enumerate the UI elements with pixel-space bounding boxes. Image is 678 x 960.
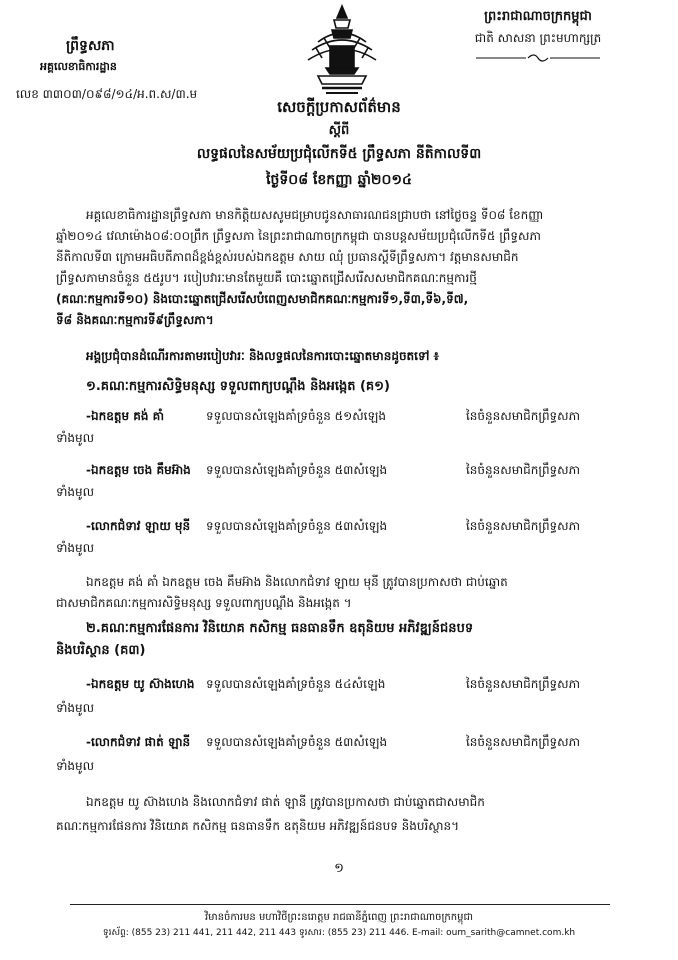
vote-person: -ឯកឧត្តម គង់ គាំ xyxy=(86,409,165,423)
vote-of: នៃចំនួនសមាជិកព្រឹទ្ធសភា xyxy=(466,409,581,423)
intro-line: (គណៈកម្មការទី១០) និងបោះឆ្នោតជ្រើសរើសបំពេញសមាជិកគណៈកម្មការទី១,ទី៣,ទី៦,ទី៧, xyxy=(56,292,469,306)
section-summary: ឯកឧត្តម គង់ គាំ ឯកឧត្តម ចេង គឹមអ៊ាង និងលោកជំទាវ ឡាយ មុនី ត្រូវបានប្រកាសថា ជាប់ឆ្នោត xyxy=(86,575,508,589)
vote-row xyxy=(86,518,646,538)
footer-divider xyxy=(70,904,610,905)
page-number: ១ xyxy=(334,861,344,876)
vote-total: ទាំងមូល xyxy=(56,485,95,499)
title-date: ថ្ងៃទី០៨ ខែកញ្ញា ឆ្នាំ២០១៤ xyxy=(266,172,412,188)
vote-row xyxy=(86,734,646,754)
kingdom-heading: ព្រះរាជាណាចក្រកម្ពុជា xyxy=(484,9,592,24)
vote-person: -ឯកឧត្តម យូ ស៊ាងហេង xyxy=(86,677,195,691)
intro-line: ព្រឹទ្ធសភាមានចំនួន ៥៥រូប។ របៀបវារៈមានតែមួយគឺ បោះឆ្នោតជ្រើសរើសសមាជិកគណៈកម្មការថ្មី xyxy=(56,271,477,285)
title-subject-label: ស្តីពី xyxy=(328,123,350,138)
vote-count: ទទួលបានសំឡេងគាំទ្រចំនួន ៥៣សំឡេង xyxy=(206,735,388,749)
vote-total: ទាំងមូល xyxy=(56,701,95,715)
intro-line: ឆ្នាំ២០១៤ វេលាម៉ោង០៨:០០ព្រឹក ព្រឹទ្ធសភា នៃព្រះរាជាណាចក្រកម្ពុជា បានបន្តសម័យប្រជុំលើកទី៥ ព្រឹទ្ធសភា xyxy=(56,229,541,243)
document-title: សេចក្តីប្រកាសព័ត៌មាន xyxy=(277,98,401,116)
footer-address: វិមានចំការមន មហាវិថីព្រះនរោត្តម រាជធានីភ្នំពេញ ព្រះរាជាណាចក្រកម្ពុជា xyxy=(205,912,473,923)
intro-line: ទី៨ និងគណៈកម្មការទី៩ព្រឹទ្ធសភា។ xyxy=(56,313,214,327)
vote-count: ទទួលបានសំឡេងគាំទ្រចំនួន ៥៣សំឡេង xyxy=(206,519,388,533)
section-summary: គណៈកម្មការផែនការ វិនិយោគ កសិកម្ម ធនធានទឹក ឧតុនិយម អភិវឌ្ឍន៍ជនបទ និងបរិស្ថាន។ xyxy=(56,819,460,833)
vote-of: នៃចំនួនសមាជិកព្រឹទ្ធសភា xyxy=(466,463,581,477)
vote-total: ទាំងមូល xyxy=(56,759,95,773)
vote-total: ទាំងមូល xyxy=(56,431,95,445)
footer-contact: ទូរស័ព្ទ: (855 23) 211 441, 211 442, 211 443 ទូរសារ: (855 23) 211 446. E-mail: oum_sarith@camnet.com.kh xyxy=(102,928,576,938)
section-summary: ឯកឧត្តម យូ ស៊ាងហេង និងលោកជំទាវ ផាត់ ឡានី ត្រូវបានប្រកាសថា ជាប់ឆ្នោតជាសមាជិក xyxy=(86,795,485,809)
section-heading: ២.គណៈកម្មការផែនការ វិនិយោគ កសិកម្ម ធនធានទឹក ឧតុនិយម អភិវឌ្ឍន៍ជនបទ xyxy=(86,621,474,636)
senate-emblem-icon xyxy=(304,2,380,98)
vote-count: ទទួលបានសំឡេងគាំទ្រចំនួន ៥៣សំឡេង xyxy=(206,463,388,477)
vote-person: -ឯកឧត្តម ចេង គឹមអ៊ាង xyxy=(86,463,191,477)
national-motto: ជាតិ សាសនា ព្រះមហាក្សត្រ xyxy=(474,31,602,45)
section-summary: ជាសមាជិកគណៈកម្មការសិទ្ធិមនុស្ស ទទួលពាក្យបណ្តឹង និងអង្កេត ។ xyxy=(56,596,352,610)
vote-of: នៃចំនួនសមាជិកព្រឹទ្ធសភា xyxy=(466,735,581,749)
reference-number: លេខ ៣៣០៣/០៩៨/១៤/អ.ព.ស/៣.ម xyxy=(16,87,198,101)
vote-count: ទទួលបានសំឡេងគាំទ្រចំនួន ៥៤សំឡេង xyxy=(206,677,386,691)
secretariat-label: អគ្គលេខាធិការដ្ឋាន xyxy=(40,60,117,73)
section-heading: និងបរិស្ថាន (គ៣) xyxy=(56,643,146,658)
vote-count: ទទួលបានសំឡេងគាំទ្រចំនួន ៥១សំឡេង xyxy=(206,409,386,423)
senate-label: ព្រឹទ្ធសភា xyxy=(66,38,115,54)
vote-row xyxy=(86,676,646,696)
vote-of: នៃចំនួនសមាជិកព្រឹទ្ធសភា xyxy=(466,519,581,533)
intro-line: អគ្គលេខាធិការដ្ឋានព្រឹទ្ធសភា មានកិត្តិយសសូមជម្រាបជូនសាធារណជនជ្រាបថា នៅថ្ងៃចន្ទ ទី០៨ ខែកញ្ញា xyxy=(86,208,544,222)
vote-of: នៃចំនួនសមាជិកព្រឹទ្ធសភា xyxy=(466,677,581,691)
vote-row xyxy=(86,462,646,482)
vote-person: -លោកជំទាវ ផាត់ ឡានី xyxy=(86,735,191,749)
vote-row xyxy=(86,408,646,428)
ornament-divider-icon xyxy=(476,52,600,64)
vote-person: -លោកជំទាវ ឡាយ មុនី xyxy=(86,519,191,533)
intro-line: នីតិកាលទី៣ ក្រោមអធិបតីភាពដ៏ខ្ពង់ខ្ពស់របស់ឯកឧត្តម សាយ ឈុំ ប្រធានស្តីទីព្រឹទ្ធសភា។ វត្តមានសមាជិក xyxy=(56,250,519,264)
agenda-note: អង្គប្រជុំបានដំណើរការតាមរបៀបវារៈ និងលទ្ធផលនៃការបោះឆ្នោតមានដូចតទៅ ៖ xyxy=(86,349,439,363)
section-heading: ១.គណៈកម្មការសិទ្ធិមនុស្ស ទទួលពាក្យបណ្តឹង និងអង្កេត (គ១) xyxy=(86,379,390,394)
vote-total: ទាំងមូល xyxy=(56,541,95,555)
title-subject: លទ្ធផលនៃសម័យប្រជុំលើកទី៥ ព្រឹទ្ធសភា នីតិកាលទី៣ xyxy=(196,146,482,162)
